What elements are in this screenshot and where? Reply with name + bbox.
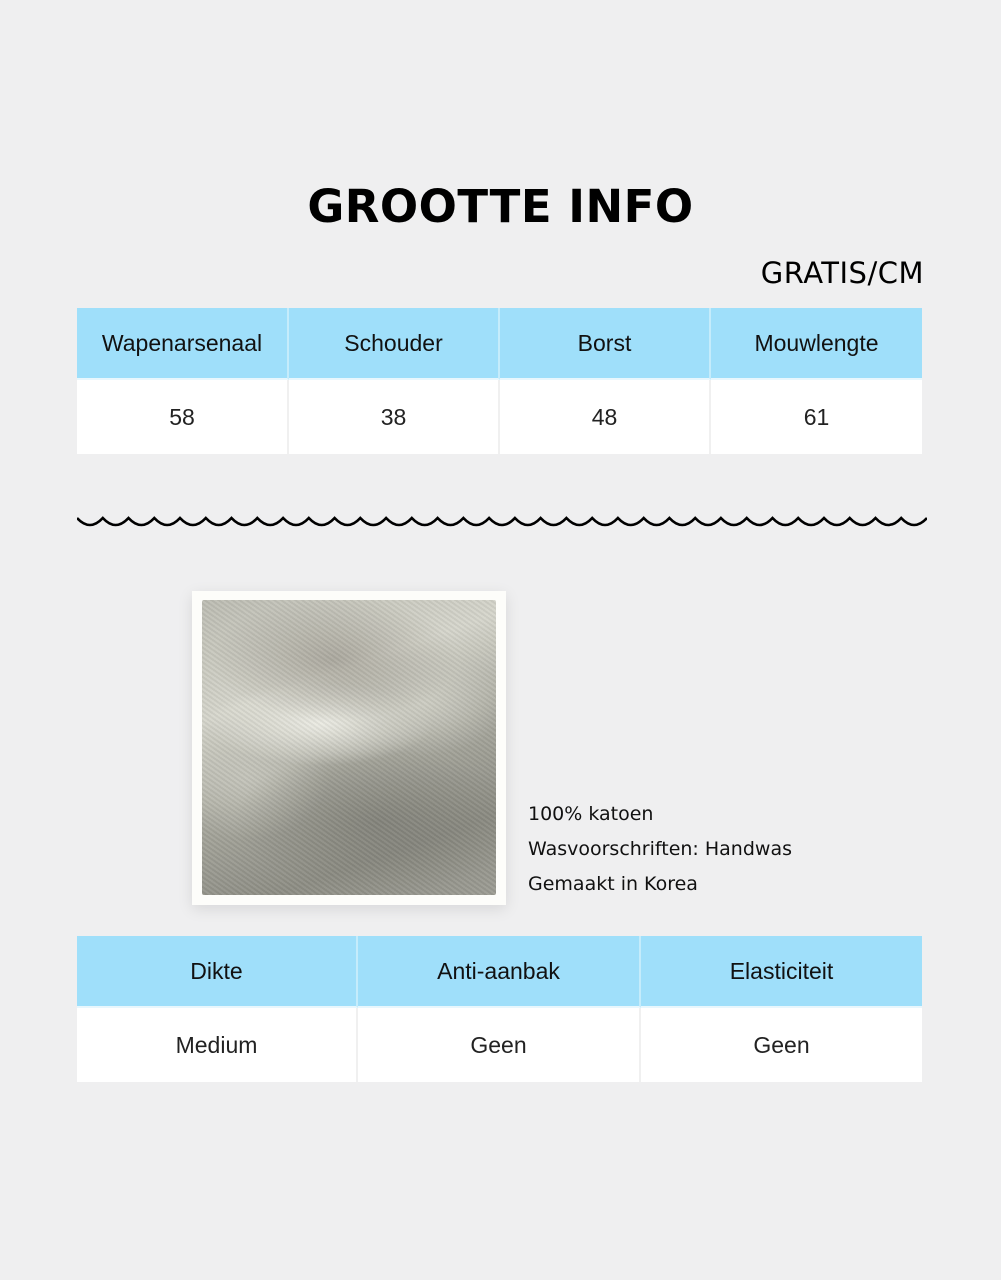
table-cell-shoulder: 38 <box>289 380 500 454</box>
column-header-elasticity: Elasticiteit <box>641 936 922 1008</box>
table-cell-anti-pilling: Geen <box>358 1008 641 1082</box>
fabric-photo-frame <box>192 591 506 905</box>
column-header-chest: Borst <box>500 308 711 380</box>
table-cell-chest: 48 <box>500 380 711 454</box>
table-cell-elasticity: Geen <box>641 1008 922 1082</box>
column-header-thickness: Dikte <box>77 936 358 1008</box>
fabric-table <box>77 936 922 1082</box>
fabric-photo <box>202 600 496 895</box>
product-specs <box>528 797 792 902</box>
unit-label: GRATIS/CM <box>760 256 924 290</box>
page-title: GROOTTE INFO <box>307 180 694 233</box>
column-header-anti-pilling: Anti-aanbak <box>358 936 641 1008</box>
column-header-shoulder: Schouder <box>289 308 500 380</box>
table-cell-arm: 58 <box>77 380 289 454</box>
table-cell-sleeve-length: 61 <box>711 380 922 454</box>
column-header-arm: Wapenarsenaal <box>77 308 289 380</box>
table-cell-thickness: Medium <box>77 1008 358 1082</box>
column-header-sleeve-length: Mouwlengte <box>711 308 922 380</box>
wavy-divider <box>77 510 927 534</box>
spec-care-instructions: Wasvoorschriften: Handwas <box>528 838 792 860</box>
spec-origin: Gemaakt in Korea <box>528 873 698 895</box>
spec-material: 100% katoen <box>528 803 654 825</box>
size-table <box>77 308 922 454</box>
